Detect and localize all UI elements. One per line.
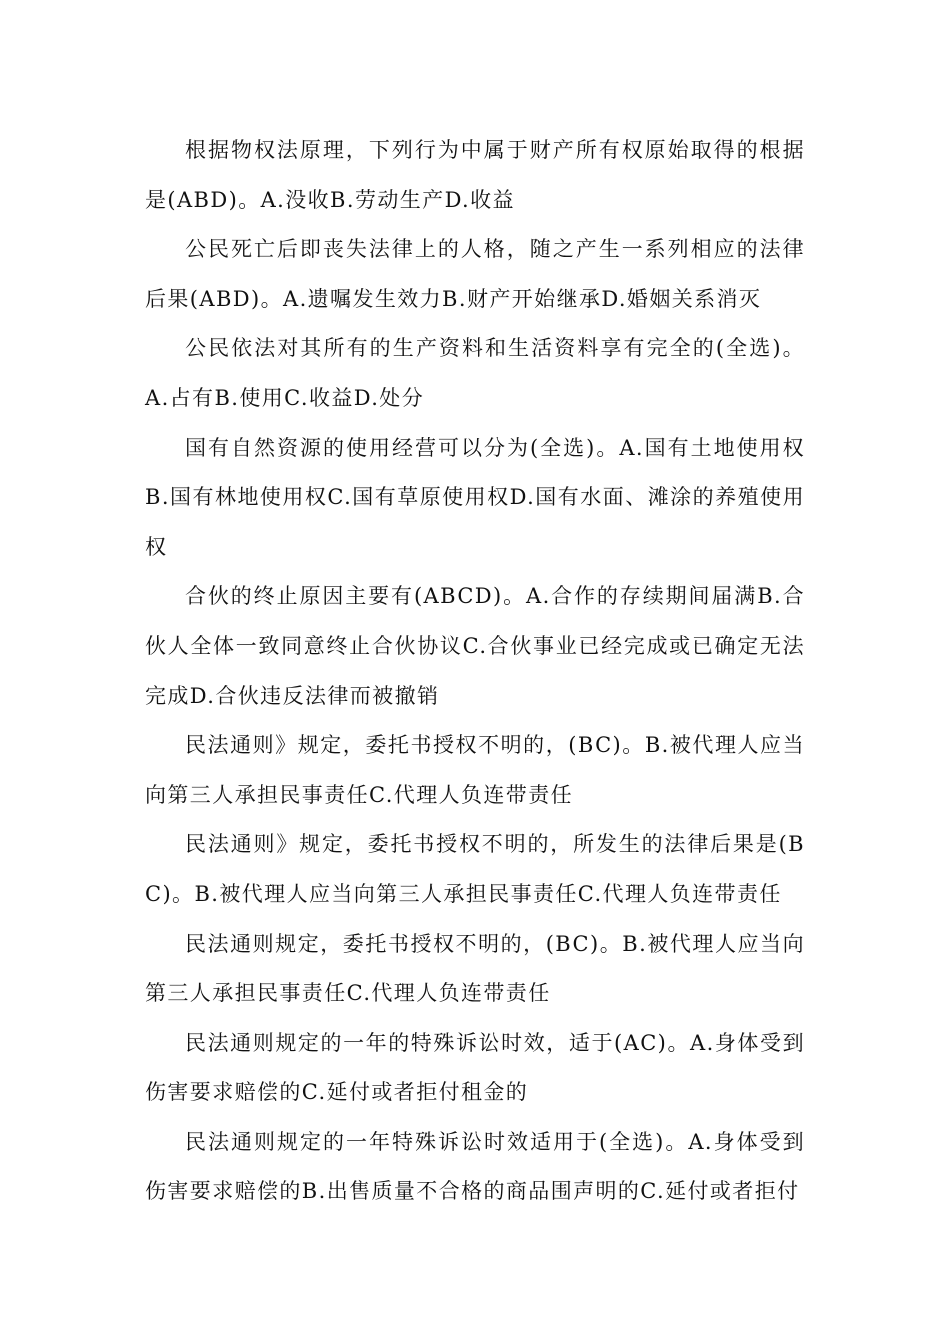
document-body [145,126,805,1217]
paragraph-4: 国有自然资源的使用经营可以分为(全选)。A.国有土地使用权B.国有林地使用权C.国有草原使用权D.国有水面、滩涂的养殖使用权 [145,435,805,559]
paragraph-2: 公民死亡后即丧失法律上的人格，随之产生一系列相应的法律后果(ABD)。A.遗嘱发生效力B.财产开始继承D.婚姻关系消灭 [145,237,805,311]
paragraph-1: 根据物权法原理，下列行为中属于财产所有权原始取得的根据是(ABD)。A.没收B.劳动生产D.收益 [145,138,805,212]
paragraph-3: 公民依法对其所有的生产资料和生活资料享有完全的(全选)。A.占有B.使用C.收益D.处分 [145,336,805,410]
paragraph-8: 民法通则规定，委托书授权不明的，(BC)。B.被代理人应当向第三人承担民事责任C.代理人负连带责任 [145,931,805,1006]
paragraph-6: 民法通则》规定，委托书授权不明的，(BC)。B.被代理人应当向第三人承担民事责任C.代理人负连带责任 [145,733,805,807]
paragraph-5: 合伙的终止原因主要有(ABCD)。A.合作的存续期间届满B.合伙人全体一致同意终止合伙协议C.合伙事业已经完成或已确定无法完成D.合伙违反法律而被撤销 [145,584,805,708]
paragraph-7: 民法通则》规定，委托书授权不明的，所发生的法律后果是(BC)。B.被代理人应当向第三人承担民事责任C.代理人负连带责任 [145,832,805,906]
paragraph-9: 民法通则规定的一年的特殊诉讼时效，适于(AC)。A.身体受到伤害要求赔偿的C.延付或者拒付租金的 [145,1030,805,1105]
paragraph-10: 民法通则规定的一年特殊诉讼时效适用于(全选)。A.身体受到伤害要求赔偿的B.出售质量不合格的商品围声明的C.延付或者拒付 [145,1129,805,1204]
